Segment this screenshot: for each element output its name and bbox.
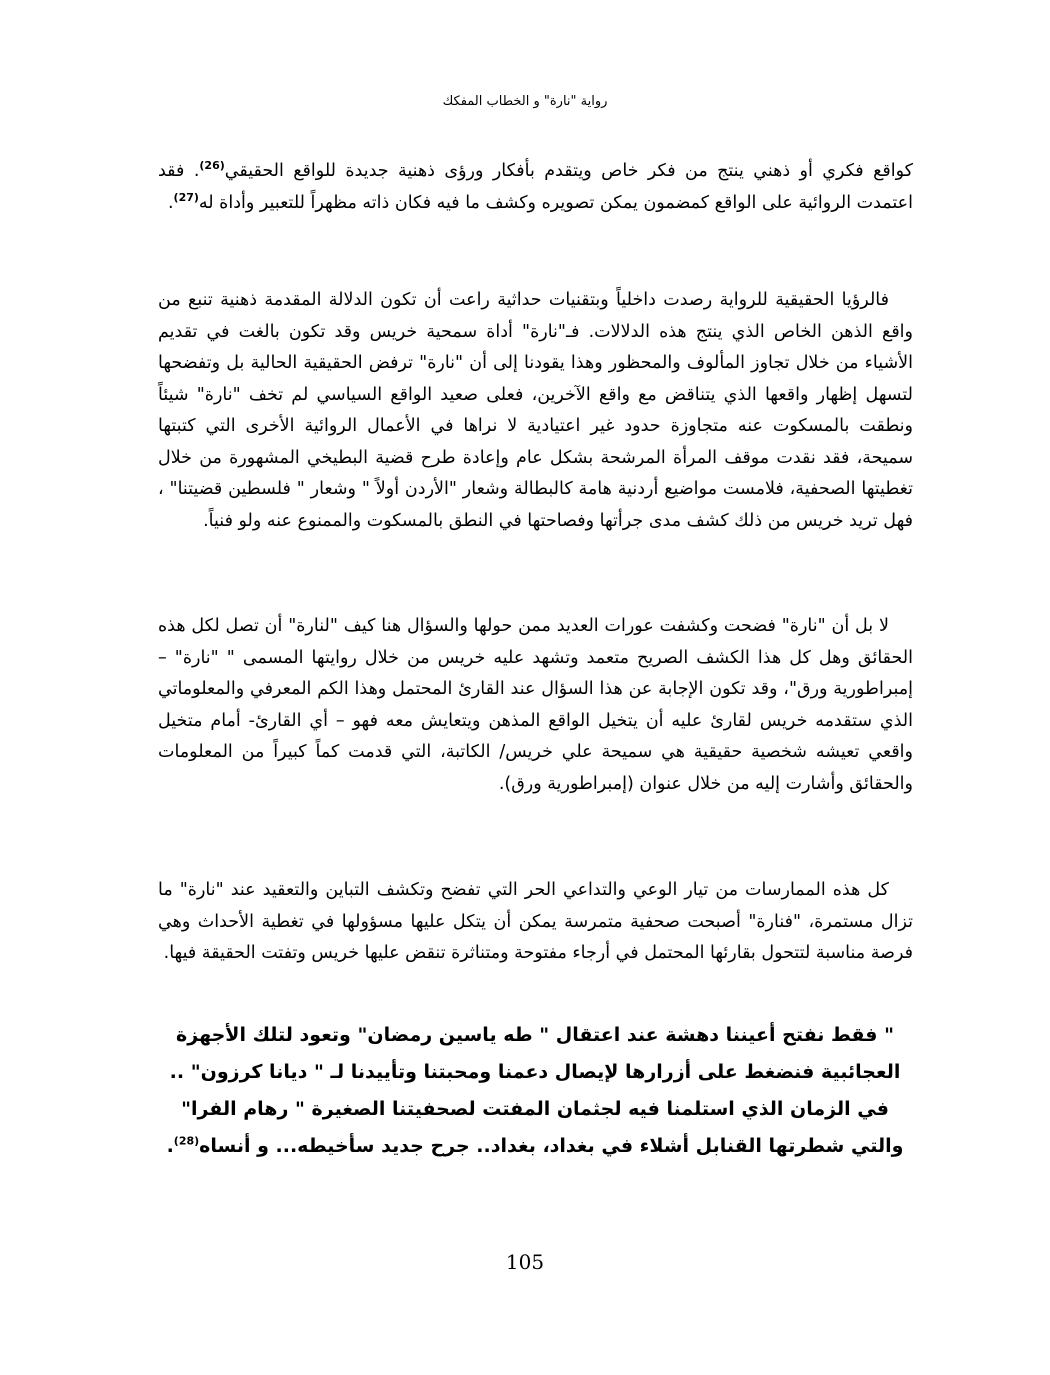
quote-tail: . xyxy=(166,1135,174,1157)
paragraph-1-tail: . فقد اعتمدت الروائية على الواقع كمضمون يمكن تصويره وكشف ما فيه فكان ذاته مظهراً للتعبير وأداة له xyxy=(158,161,913,213)
quote-text: " فقط نفتح أعيننا دهشة عند اعتقال " طه ياسين رمضان" وتعود لتلك الأجهزة العجائبية فنضغط على أزرارها لإيصال دعمنا ومحبتنا وتأييدنا لـ " ديانا كرزون" .. في الزمان الذي استلمنا فيه لجثمان المفتت لصحفيتنا الصغيرة " رهام الفرا" والتي شطرتها القنابل أشلاء في بغداد، بغداد.. جرح جديد سأخيطه... و أنساه xyxy=(169,1024,904,1157)
paragraph-3: لا بل أن "نارة" فضحت وكشفت عورات العديد ممن حولها والسؤال هنا كيف "لنارة" أن تصل لكل هذه الحقائق وهل كل هذا الكشف الصريح متعمد وتشهد عليه خريس من خلال روايتها المسمى " "نارة" – إمبراطورية ورق"، وقد تكون الإجابة عن هذا السؤال عند القارئ المحتمل وهذا الكم المعرفي والمعلوماتي الذي ستقدمه خريس لقارئ عليه أن يتخيل الواقع المذهن ويتعايش معه فهو – أي القارئ- أمام متخيل واقعي تعيشه شخصية حقيقية هي سميحة علي خريس/ الكاتبة، التي قدمت كماً كبيراً من المعلومات والحقائق وأشارت إليه من خلال عنوان (إمبراطورية ورق). xyxy=(158,616,913,794)
footnote-ref-28: (28) xyxy=(173,1134,200,1148)
paragraph-1 xyxy=(158,156,913,219)
footnote-ref-27: (27) xyxy=(173,190,199,204)
paragraph-1-tail2: . xyxy=(167,192,174,213)
running-header: رواية "نارة" و الخطاب المفكك xyxy=(442,94,608,109)
paragraph-4: كل هذه الممارسات من تيار الوعي والتداعي الحر التي تفضح وتكشف التباين والتعقيد عند "نارة" ما تزال مستمرة، "فنارة" أصبحت صحفية متمرسة يمكن أن يتكل عليها مسؤولها في تغطية الأحداث وهي فرصة مناسبة لتتحول بقارئها المحتمل في أرجاء مفتوحة ومتناثرة تنقض عليها خريس وتفتت الحقيقة فيها. xyxy=(158,880,913,963)
paragraph-2: فالرؤيا الحقيقية للرواية رصدت داخلياً وبتقنيات حداثية راعت أن تكون الدلالة المقدمة ذهنية تنبع من واقع الذهن الخاص الذي ينتج هذه الدلالات. فـ"نارة" أداة سمحية خريس وقد تكون بالغت في تقديم الأشياء من خلال تجاوز المألوف والمحظور وهذا يقودنا إلى أن "نارة" ترفض الحقيقية الحالية بل وتفضحها لتسهل إظهار واقعها الذي يتناقض مع واقع الآخرين، فعلى صعيد الواقع السياسي لم تخف "نارة" شيئاً ونطقت بالمسكوت عنه متجاوزة حدود غير اعتيادية لا نراها في الأعمال الروائية الأخرى التي كتبتها سميحة، فقد نقدت موقف المرأة المرشحة بشكل عام وإعادة طرح قضية البطيخي المشهورة من خلال تغطيتها الصحفية، فلامست مواضيع أردنية هامة كالبطالة وشعار "الأردن أولاً " وشعار " فلسطين قضيتنا" ، فهل تريد خريس من ذلك كشف مدى جرأتها وفصاحتها في النطق بالمسكوت والممنوع عنه ولو فنياً. xyxy=(158,290,913,531)
page-number: 105 xyxy=(505,1250,545,1274)
footnote-ref-26: (26) xyxy=(199,159,225,173)
paragraph-1-text: كواقع فكري أو ذهني ينتج من فكر خاص ويتقدم بأفكار ورؤى ذهنية جديدة للواقع الحقيقي xyxy=(224,161,913,181)
block-quote xyxy=(155,1017,915,1165)
